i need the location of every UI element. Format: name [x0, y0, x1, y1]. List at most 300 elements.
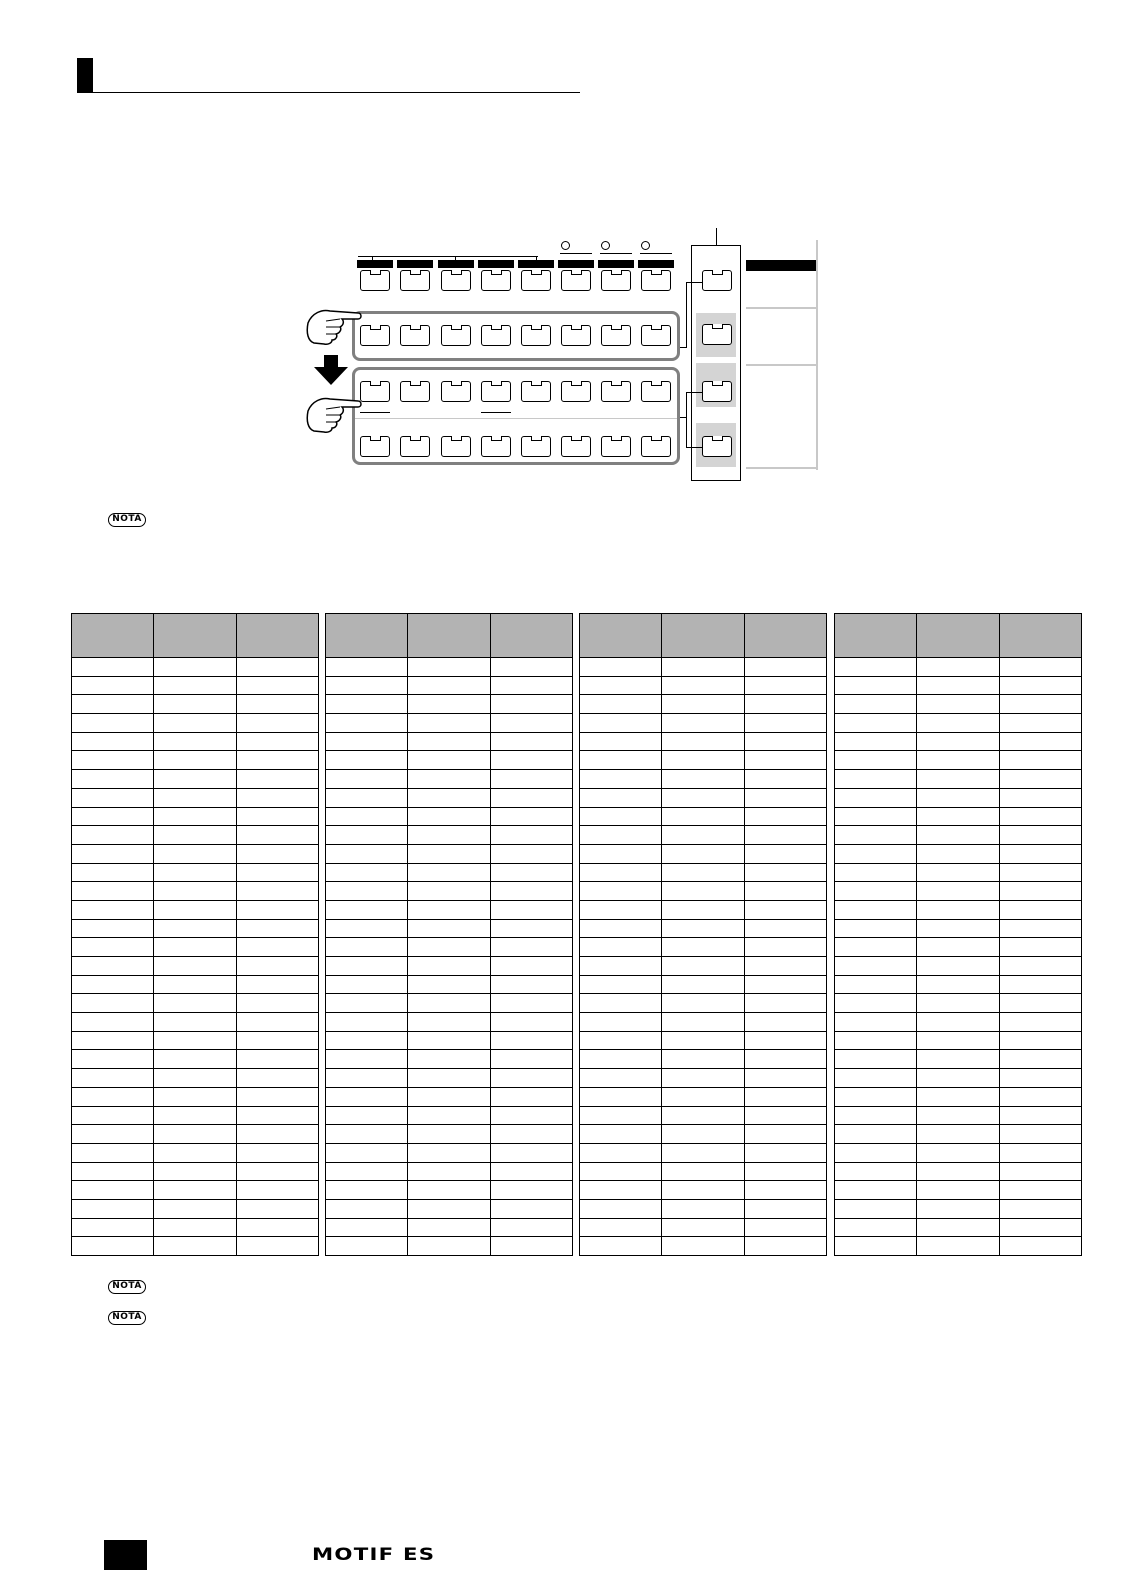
table-cell [999, 994, 1081, 1013]
table-cell [917, 1125, 999, 1144]
table-row [835, 676, 1082, 695]
table-row [72, 658, 319, 677]
table-cell [999, 732, 1081, 751]
function-button[interactable] [561, 270, 591, 291]
table-row [580, 695, 827, 714]
table-cell [744, 1031, 826, 1050]
table-cell [326, 1013, 408, 1032]
table-cell [917, 1013, 999, 1032]
table-cell [154, 676, 236, 695]
table-row [835, 938, 1082, 957]
number-button[interactable] [481, 436, 511, 457]
table-row [72, 1013, 319, 1032]
function-button[interactable] [601, 270, 631, 291]
table-cell [835, 1143, 917, 1162]
table-cell [917, 1050, 999, 1069]
group-button[interactable] [641, 381, 671, 402]
table-cell [580, 1162, 662, 1181]
table-row [72, 770, 319, 789]
table-cell [580, 1031, 662, 1050]
table-row [72, 1050, 319, 1069]
table-cell [917, 770, 999, 789]
table-cell [326, 1031, 408, 1050]
table-cell [999, 695, 1081, 714]
note-badge: NOTA [108, 513, 146, 527]
function-button[interactable] [481, 270, 511, 291]
button-label-bar [478, 260, 514, 268]
table-cell [580, 1199, 662, 1218]
group-button[interactable] [481, 381, 511, 402]
table-row [326, 1218, 573, 1237]
mode-button[interactable] [702, 270, 732, 291]
bracket-line [358, 256, 538, 257]
table-cell [236, 1087, 318, 1106]
table-cell [999, 1162, 1081, 1181]
table-cell [236, 919, 318, 938]
table-cell [490, 770, 572, 789]
table-cell [999, 863, 1081, 882]
table-header-cell [662, 614, 744, 658]
table-cell [662, 676, 744, 695]
table-cell [835, 1181, 917, 1200]
table-cell [835, 1013, 917, 1032]
table-row [580, 807, 827, 826]
mode-button[interactable] [702, 324, 732, 345]
table-row [580, 919, 827, 938]
table-header-row [580, 614, 827, 658]
table-cell [490, 975, 572, 994]
table-cell [154, 900, 236, 919]
table-row [835, 1087, 1082, 1106]
table-cell [490, 994, 572, 1013]
table-cell [999, 919, 1081, 938]
table-row [326, 751, 573, 770]
table-cell [72, 732, 154, 751]
table-cell [917, 658, 999, 677]
table-row [72, 676, 319, 695]
table-cell [917, 714, 999, 733]
table-header-cell [326, 614, 408, 658]
table-cell [744, 1162, 826, 1181]
table-cell [580, 807, 662, 826]
table-cell [236, 1013, 318, 1032]
function-button[interactable] [641, 270, 671, 291]
table-cell [999, 676, 1081, 695]
table-row [72, 1031, 319, 1050]
table-cell [326, 732, 408, 751]
table-row [835, 1181, 1082, 1200]
table-cell [999, 957, 1081, 976]
table-cell [408, 676, 490, 695]
table-cell [917, 882, 999, 901]
number-button[interactable] [521, 436, 551, 457]
table-cell [154, 1087, 236, 1106]
table-cell [490, 900, 572, 919]
table-cell [917, 826, 999, 845]
table-cell [744, 863, 826, 882]
table-cell [917, 1181, 999, 1200]
table-cell [580, 975, 662, 994]
table-cell [662, 882, 744, 901]
connector-line [686, 282, 702, 283]
table-cell [662, 826, 744, 845]
table-cell [154, 994, 236, 1013]
table-cell [236, 957, 318, 976]
table-cell [917, 1143, 999, 1162]
table-cell [326, 751, 408, 770]
table-cell [72, 714, 154, 733]
table-row [835, 751, 1082, 770]
table-row [835, 658, 1082, 677]
table-cell [490, 1050, 572, 1069]
table-row [580, 788, 827, 807]
table-cell [408, 1125, 490, 1144]
table-cell [662, 1031, 744, 1050]
table-row [580, 1199, 827, 1218]
table-cell [326, 1125, 408, 1144]
table-cell [408, 844, 490, 863]
table-cell [744, 695, 826, 714]
table-cell [326, 1143, 408, 1162]
table-row [326, 714, 573, 733]
bank-button[interactable] [641, 325, 671, 346]
mode-button[interactable] [702, 436, 732, 457]
function-button[interactable] [521, 270, 551, 291]
function-button[interactable] [400, 270, 430, 291]
table-cell [662, 695, 744, 714]
table-cell [408, 938, 490, 957]
table-cell [236, 676, 318, 695]
number-button[interactable] [561, 436, 591, 457]
connector-line [686, 392, 702, 393]
table-cell [72, 975, 154, 994]
table-cell [744, 994, 826, 1013]
table-cell [72, 1087, 154, 1106]
led-indicator [601, 241, 610, 250]
table-cell [408, 863, 490, 882]
group-button[interactable] [561, 381, 591, 402]
table-cell [326, 1181, 408, 1200]
table-row [835, 994, 1082, 1013]
table-row [835, 732, 1082, 751]
voice-table [579, 613, 827, 1256]
table-cell [999, 770, 1081, 789]
table-row [72, 788, 319, 807]
label-underline [481, 412, 511, 413]
connector-line [680, 347, 687, 348]
table-cell [236, 1106, 318, 1125]
number-button[interactable] [400, 436, 430, 457]
table-cell [835, 826, 917, 845]
table-row [835, 714, 1082, 733]
table-row [72, 900, 319, 919]
table-cell [835, 900, 917, 919]
table-cell [72, 826, 154, 845]
connector-line [680, 417, 687, 418]
table-cell [490, 938, 572, 957]
table-cell [662, 1013, 744, 1032]
table-cell [580, 751, 662, 770]
group-button[interactable] [521, 381, 551, 402]
table-row [72, 1125, 319, 1144]
table-row [326, 770, 573, 789]
table-cell [917, 1106, 999, 1125]
table-row [72, 844, 319, 863]
table-cell [490, 1162, 572, 1181]
table-cell [490, 863, 572, 882]
table-cell [154, 863, 236, 882]
table-cell [408, 695, 490, 714]
table-cell [662, 863, 744, 882]
table-cell [326, 938, 408, 957]
table-header-cell [917, 614, 999, 658]
table-cell [662, 1125, 744, 1144]
table-cell [999, 844, 1081, 863]
table-cell [580, 658, 662, 677]
group-button[interactable] [601, 381, 631, 402]
bank-button[interactable] [561, 325, 591, 346]
table-row [580, 1218, 827, 1237]
number-button[interactable] [360, 436, 390, 457]
table-cell [154, 695, 236, 714]
bank-button[interactable] [481, 325, 511, 346]
table-cell [326, 1162, 408, 1181]
table-cell [408, 1218, 490, 1237]
table-cell [835, 938, 917, 957]
table-cell [236, 695, 318, 714]
table-cell [835, 919, 917, 938]
table-cell [999, 1125, 1081, 1144]
button-label-bar [438, 260, 474, 268]
table-row [326, 1199, 573, 1218]
number-button[interactable] [441, 436, 471, 457]
table-cell [999, 882, 1081, 901]
table-cell [72, 1162, 154, 1181]
table-cell [999, 1143, 1081, 1162]
table-cell [154, 1125, 236, 1144]
table-cell [408, 1031, 490, 1050]
led-indicator [561, 241, 570, 250]
table-cell [326, 900, 408, 919]
table-row [580, 863, 827, 882]
table-cell [490, 1087, 572, 1106]
table-row [326, 994, 573, 1013]
table-cell [236, 807, 318, 826]
table-row [580, 1050, 827, 1069]
table-header-row [326, 614, 573, 658]
table-cell [662, 1237, 744, 1256]
table-cell [408, 1162, 490, 1181]
table-cell [744, 1237, 826, 1256]
table-row [72, 1199, 319, 1218]
table-cell [72, 788, 154, 807]
table-row [835, 770, 1082, 789]
table-cell [917, 957, 999, 976]
table-cell [326, 826, 408, 845]
table-row [72, 919, 319, 938]
table-row [580, 1031, 827, 1050]
section-marker [77, 58, 93, 93]
table-cell [999, 1050, 1081, 1069]
table-cell [835, 714, 917, 733]
mode-label-bar [746, 260, 816, 271]
section-title-rule [93, 92, 580, 93]
table-cell [662, 1069, 744, 1088]
table-cell [72, 1013, 154, 1032]
table-header-cell [408, 614, 490, 658]
table-cell [835, 695, 917, 714]
table-row [835, 1050, 1082, 1069]
table-cell [999, 1181, 1081, 1200]
table-cell [408, 1087, 490, 1106]
table-cell [236, 1143, 318, 1162]
table-row [326, 1013, 573, 1032]
table-cell [744, 714, 826, 733]
table-cell [326, 1237, 408, 1256]
table-cell [326, 658, 408, 677]
table-cell [662, 1143, 744, 1162]
table-cell [490, 1069, 572, 1088]
table-row [835, 1237, 1082, 1256]
button-label-bar [558, 260, 594, 268]
table-cell [999, 1218, 1081, 1237]
table-row [72, 751, 319, 770]
function-button[interactable] [360, 270, 390, 291]
table-cell [835, 770, 917, 789]
table-cell [744, 1087, 826, 1106]
table-cell [236, 1199, 318, 1218]
table-cell [72, 994, 154, 1013]
table-cell [490, 844, 572, 863]
table-cell [835, 975, 917, 994]
voice-table [834, 613, 1082, 1256]
table-cell [154, 957, 236, 976]
table-cell [408, 770, 490, 789]
table-cell [408, 900, 490, 919]
table-row [835, 1143, 1082, 1162]
table-cell [72, 919, 154, 938]
table-cell [72, 1218, 154, 1237]
table-row [72, 975, 319, 994]
table-cell [580, 1106, 662, 1125]
table-row [835, 882, 1082, 901]
bank-button[interactable] [400, 325, 430, 346]
connector-line [686, 282, 687, 347]
table-row [72, 1237, 319, 1256]
table-cell [744, 844, 826, 863]
table-cell [236, 714, 318, 733]
table-row [326, 826, 573, 845]
table-cell [236, 1050, 318, 1069]
group-button[interactable] [400, 381, 430, 402]
table-cell [835, 676, 917, 695]
table-cell [662, 788, 744, 807]
table-cell [236, 975, 318, 994]
table-cell [662, 1181, 744, 1200]
table-row [326, 1031, 573, 1050]
table-cell [154, 1143, 236, 1162]
table-cell [490, 807, 572, 826]
table-row [835, 1162, 1082, 1181]
table-row [72, 863, 319, 882]
table-row [580, 938, 827, 957]
table-cell [744, 957, 826, 976]
table-cell [662, 658, 744, 677]
table-cell [236, 1218, 318, 1237]
table-cell [917, 1069, 999, 1088]
table-cell [744, 1050, 826, 1069]
bank-button[interactable] [441, 325, 471, 346]
table-cell [744, 919, 826, 938]
table-cell [835, 882, 917, 901]
table-cell [662, 807, 744, 826]
table-cell [408, 1050, 490, 1069]
table-cell [580, 1218, 662, 1237]
table-cell [580, 1125, 662, 1144]
table-cell [580, 1050, 662, 1069]
table-cell [580, 863, 662, 882]
table-row [580, 770, 827, 789]
table-cell [744, 1218, 826, 1237]
table-cell [662, 1087, 744, 1106]
number-button[interactable] [601, 436, 631, 457]
table-cell [326, 788, 408, 807]
table-cell [999, 900, 1081, 919]
table-cell [72, 751, 154, 770]
table-row [326, 1125, 573, 1144]
mode-button[interactable] [702, 381, 732, 402]
table-cell [744, 826, 826, 845]
table-cell [580, 900, 662, 919]
table-cell [326, 994, 408, 1013]
table-cell [154, 1162, 236, 1181]
table-cell [408, 1181, 490, 1200]
led-indicator [641, 241, 650, 250]
table-cell [835, 1218, 917, 1237]
function-button[interactable] [441, 270, 471, 291]
table-cell [72, 1181, 154, 1200]
table-cell [326, 1218, 408, 1237]
group-button[interactable] [441, 381, 471, 402]
table-cell [744, 1181, 826, 1200]
table-row [580, 732, 827, 751]
table-header-cell [744, 614, 826, 658]
table-header-row [72, 614, 319, 658]
number-button[interactable] [641, 436, 671, 457]
bank-button[interactable] [601, 325, 631, 346]
table-row [580, 826, 827, 845]
table-row [72, 1181, 319, 1200]
table-cell [326, 975, 408, 994]
table-cell [408, 1069, 490, 1088]
table-cell [72, 1106, 154, 1125]
group-divider [355, 418, 677, 419]
table-cell [580, 994, 662, 1013]
table-cell [236, 994, 318, 1013]
table-cell [662, 1106, 744, 1125]
table-cell [662, 1218, 744, 1237]
table-cell [408, 1237, 490, 1256]
table-row [835, 1199, 1082, 1218]
table-row [72, 882, 319, 901]
table-cell [744, 1013, 826, 1032]
table-cell [490, 732, 572, 751]
table-cell [662, 714, 744, 733]
table-cell [662, 1199, 744, 1218]
table-cell [917, 676, 999, 695]
table-cell [154, 751, 236, 770]
bank-button[interactable] [521, 325, 551, 346]
